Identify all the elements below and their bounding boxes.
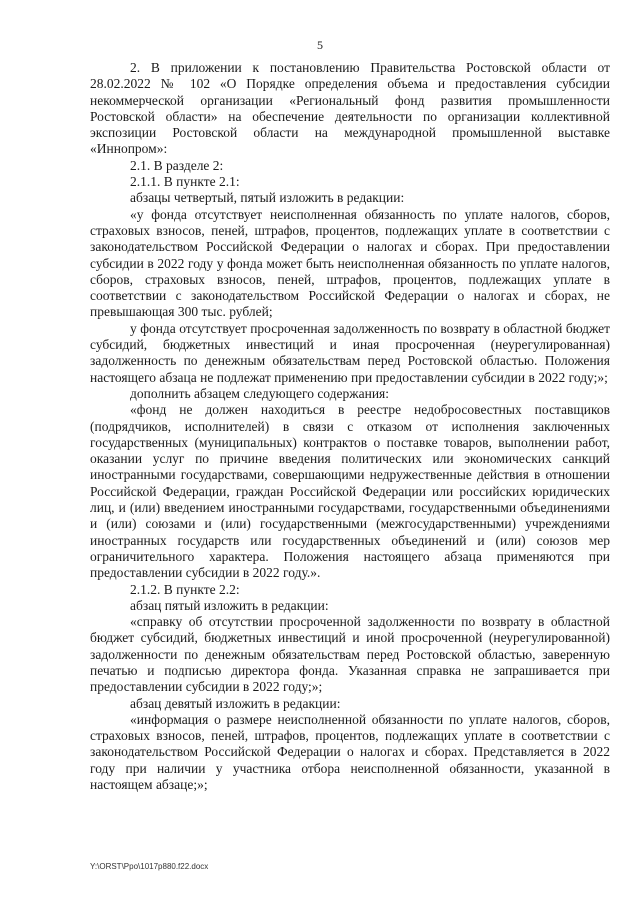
document-body: [90, 60, 610, 793]
paragraph-point-2-1-1: 2.1.1. В пункте 2.1:: [130, 174, 240, 190]
paragraph-debt-certificate: «справку об отсутствии просроченной задолженности по возврату в областной бюджет субсидий, бюджетных инвестиций и иной просроченной (неурегулированной) задолженности по денежным обязательствам перед Ростовской областью, заверенную печатью и подписью директора фонда. Указанная справка не запрашивается при предоставлении субсидии в 2022 году;»;: [90, 614, 610, 695]
paragraph-instruction-9: абзац девятый изложить в редакции:: [130, 695, 341, 711]
paragraph-tax-info: «информация о размере неисполненной обязанности по уплате налогов, сборов, страховых взносов, пеней, штрафов, процентов, подлежащих уплате в соответствии с законодательством Российской Федерации о налогах и сборах. Представляется в 2022 году при наличии у участника отбора неисполненной обязанности, указанной в настоящем абзаце;»;: [90, 711, 610, 793]
paragraph-point-2-1-2: 2.1.2. В пункте 2.2:: [130, 581, 240, 597]
paragraph-instruction-5: абзац пятый изложить в редакции:: [130, 597, 329, 613]
paragraph-instruction-4-5: абзацы четвертый, пятый изложить в редакции:: [130, 190, 405, 206]
paragraph-section-2-1: 2.1. В разделе 2:: [130, 157, 224, 173]
page-number: 5: [317, 38, 323, 52]
paragraph-add-instruction: дополнить абзацем следующего содержания:: [130, 385, 390, 401]
paragraph-unfair-suppliers: «фонд не должен находиться в реестре недобросовестных поставщиков (подрядчиков, исполнителей) в связи с отказом от исполнения заключенных государственных (муниципальных) контрактов о поставке товаров, выполнении работ, оказании услуг по причине введения политических или экономических санкций иностранными государствами, совершающими недружественные действия в отношении Российской Федерации, граждан Российской Федерации или российских юридических лиц, и (или) введением иностранными государствами, государственными объединениями и (или) союзами и (или) государственными (межгосударственными) учреждениями иностранных государств или государственных объединений и (или) союзов мер ограничительного характера. Положения настоящего абзаца применяются при предоставлении субсидии в 2022 году.».: [90, 402, 610, 581]
file-path-footer: Y:\ORST\Ppo\1017p880.f22.docx: [90, 862, 209, 871]
paragraph-overdue-debt: у фонда отсутствует просроченная задолженность по возврату в областной бюджет субсидий, бюджетных инвестиций и иная просроченная (неурегулированная) задолженность по денежным обязательствам перед Ростовской областью. Положения настоящего абзаца не подлежат применению при предоставлении субсидии в 2022 году;»;: [90, 320, 610, 385]
paragraph-amendment-intro: 2. В приложении к постановлению Правительства Ростовской области от 28.02.2022 № 102 «О Порядке определения объема и предоставления субсидии некоммерческой организации «Региональный фонд развития промышленности Ростовской области» на обеспечение деятельности по организации коллективной экспозиции Ростовской области на международной промышленной выставке «Иннопром»:: [90, 60, 610, 157]
paragraph-tax-obligation: «у фонда отсутствует неисполненная обязанность по уплате налогов, сборов, страховых взносов, пеней, штрафов, процентов, подлежащих уплате в соответствии с законодательством Российской Федерации о налогах и сборах. При предоставлении субсидии в 2022 году у фонда может быть неисполненная обязанность по уплате налогов, сборов, страховых взносов, пеней, штрафов, процентов, подлежащих уплате в соответствии с законодательством Российской Федерации о налогах и сборах, не превышающая 300 тыс. рублей;: [90, 206, 610, 320]
